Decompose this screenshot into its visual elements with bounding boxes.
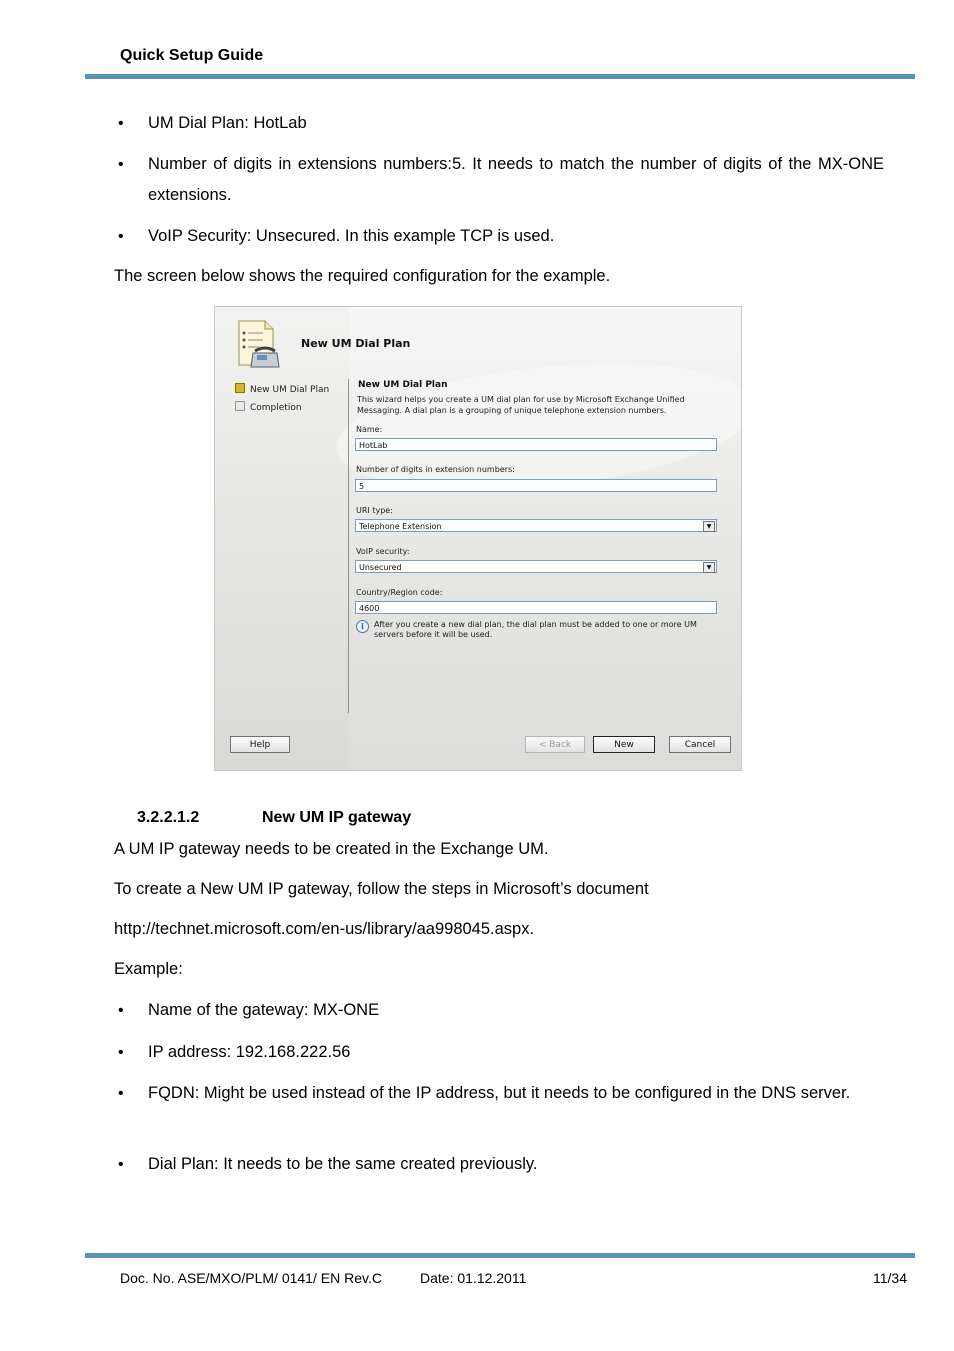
footer-page-number: 11/34 bbox=[873, 1270, 907, 1286]
uri-type-label: URI type: bbox=[356, 506, 393, 515]
list-item: Number of digits in extensions numbers:5. It needs to match the number of digits of the MX-ONE extensions. bbox=[148, 155, 884, 204]
step-active-icon bbox=[235, 383, 245, 393]
page-title: New UM Dial Plan bbox=[358, 380, 448, 390]
name-label: Name: bbox=[356, 425, 383, 434]
bullet-icon: • bbox=[118, 1156, 124, 1173]
info-text: After you create a new dial plan, the dial plan must be added to one or more UM servers before it will be used. bbox=[374, 620, 697, 639]
digits-field[interactable]: 5 bbox=[355, 479, 717, 492]
step-item-completion: Completion bbox=[235, 401, 302, 413]
bullet-icon: • bbox=[118, 1044, 124, 1061]
section-number: 3.2.2.1.2 bbox=[137, 809, 200, 826]
step-pending-icon bbox=[235, 401, 245, 411]
name-field[interactable]: HotLab bbox=[355, 438, 717, 451]
paragraph: To create a New UM IP gateway, follow the steps in Microsoft’s document bbox=[114, 880, 649, 898]
chevron-down-icon[interactable]: ▼ bbox=[703, 521, 715, 532]
footer-date: Date: 01.12.2011 bbox=[420, 1270, 527, 1286]
bullet-icon: • bbox=[118, 1085, 124, 1102]
page-description: This wizard helps you create a UM dial plan for use by Microsoft Exchange Unified Messaging. A dial plan is a grouping of unique telephone extension numbers. bbox=[357, 395, 685, 415]
list-item: Name of the gateway: MX-ONE bbox=[148, 1001, 380, 1019]
intro-paragraph: The screen below shows the required configuration for the example. bbox=[114, 267, 611, 285]
list-item: UM Dial Plan: HotLab bbox=[148, 114, 307, 132]
bullet-icon: • bbox=[118, 115, 124, 132]
bullet-icon: • bbox=[118, 156, 124, 173]
paragraph: A UM IP gateway needs to be created in the Exchange UM. bbox=[114, 840, 549, 858]
footer-rule bbox=[85, 1253, 915, 1258]
new-button[interactable]: New bbox=[593, 736, 655, 753]
back-button[interactable]: < Back bbox=[525, 736, 585, 753]
dialog-left-pane bbox=[215, 307, 349, 770]
footer-doc-number: Doc. No. ASE/MXO/PLM/ 0141/ EN Rev.C bbox=[120, 1270, 382, 1286]
uri-type-select[interactable]: Telephone Extension ▼ bbox=[355, 519, 717, 532]
help-button[interactable]: Help bbox=[230, 736, 290, 753]
bullet-icon: • bbox=[118, 1002, 124, 1019]
section-title: New UM IP gateway bbox=[262, 809, 412, 826]
header-title: Quick Setup Guide bbox=[120, 47, 264, 64]
list-item: Dial Plan: It needs to be the same created previously. bbox=[148, 1155, 538, 1173]
bullet-icon: • bbox=[118, 228, 124, 245]
cancel-button[interactable]: Cancel bbox=[669, 736, 731, 753]
country-code-label: Country/Region code: bbox=[356, 588, 443, 597]
url-text: http://technet.microsoft.com/en-us/library/aa998045.aspx. bbox=[114, 920, 535, 938]
info-icon: i bbox=[356, 620, 369, 633]
list-item: FQDN: Might be used instead of the IP address, but it needs to be configured in the DNS server. bbox=[148, 1084, 851, 1102]
list-item: IP address: 192.168.222.56 bbox=[148, 1043, 351, 1061]
voip-security-label: VoIP security: bbox=[356, 547, 410, 556]
dial-plan-dialog-screenshot bbox=[214, 306, 742, 771]
dial-plan-wizard-icon bbox=[233, 319, 281, 371]
country-code-field[interactable]: 4600 bbox=[355, 601, 717, 614]
paragraph: Example: bbox=[114, 960, 183, 978]
dialog-divider bbox=[348, 379, 349, 713]
dialog-title: New UM Dial Plan bbox=[301, 337, 411, 350]
header-rule bbox=[85, 74, 915, 79]
step-item-new-um-dial-plan: New UM Dial Plan bbox=[235, 383, 329, 395]
chevron-down-icon[interactable]: ▼ bbox=[703, 562, 715, 573]
digits-label: Number of digits in extension numbers: bbox=[356, 465, 515, 474]
list-item: VoIP Security: Unsecured. In this example TCP is used. bbox=[148, 227, 555, 245]
voip-security-select[interactable]: Unsecured ▼ bbox=[355, 560, 717, 573]
